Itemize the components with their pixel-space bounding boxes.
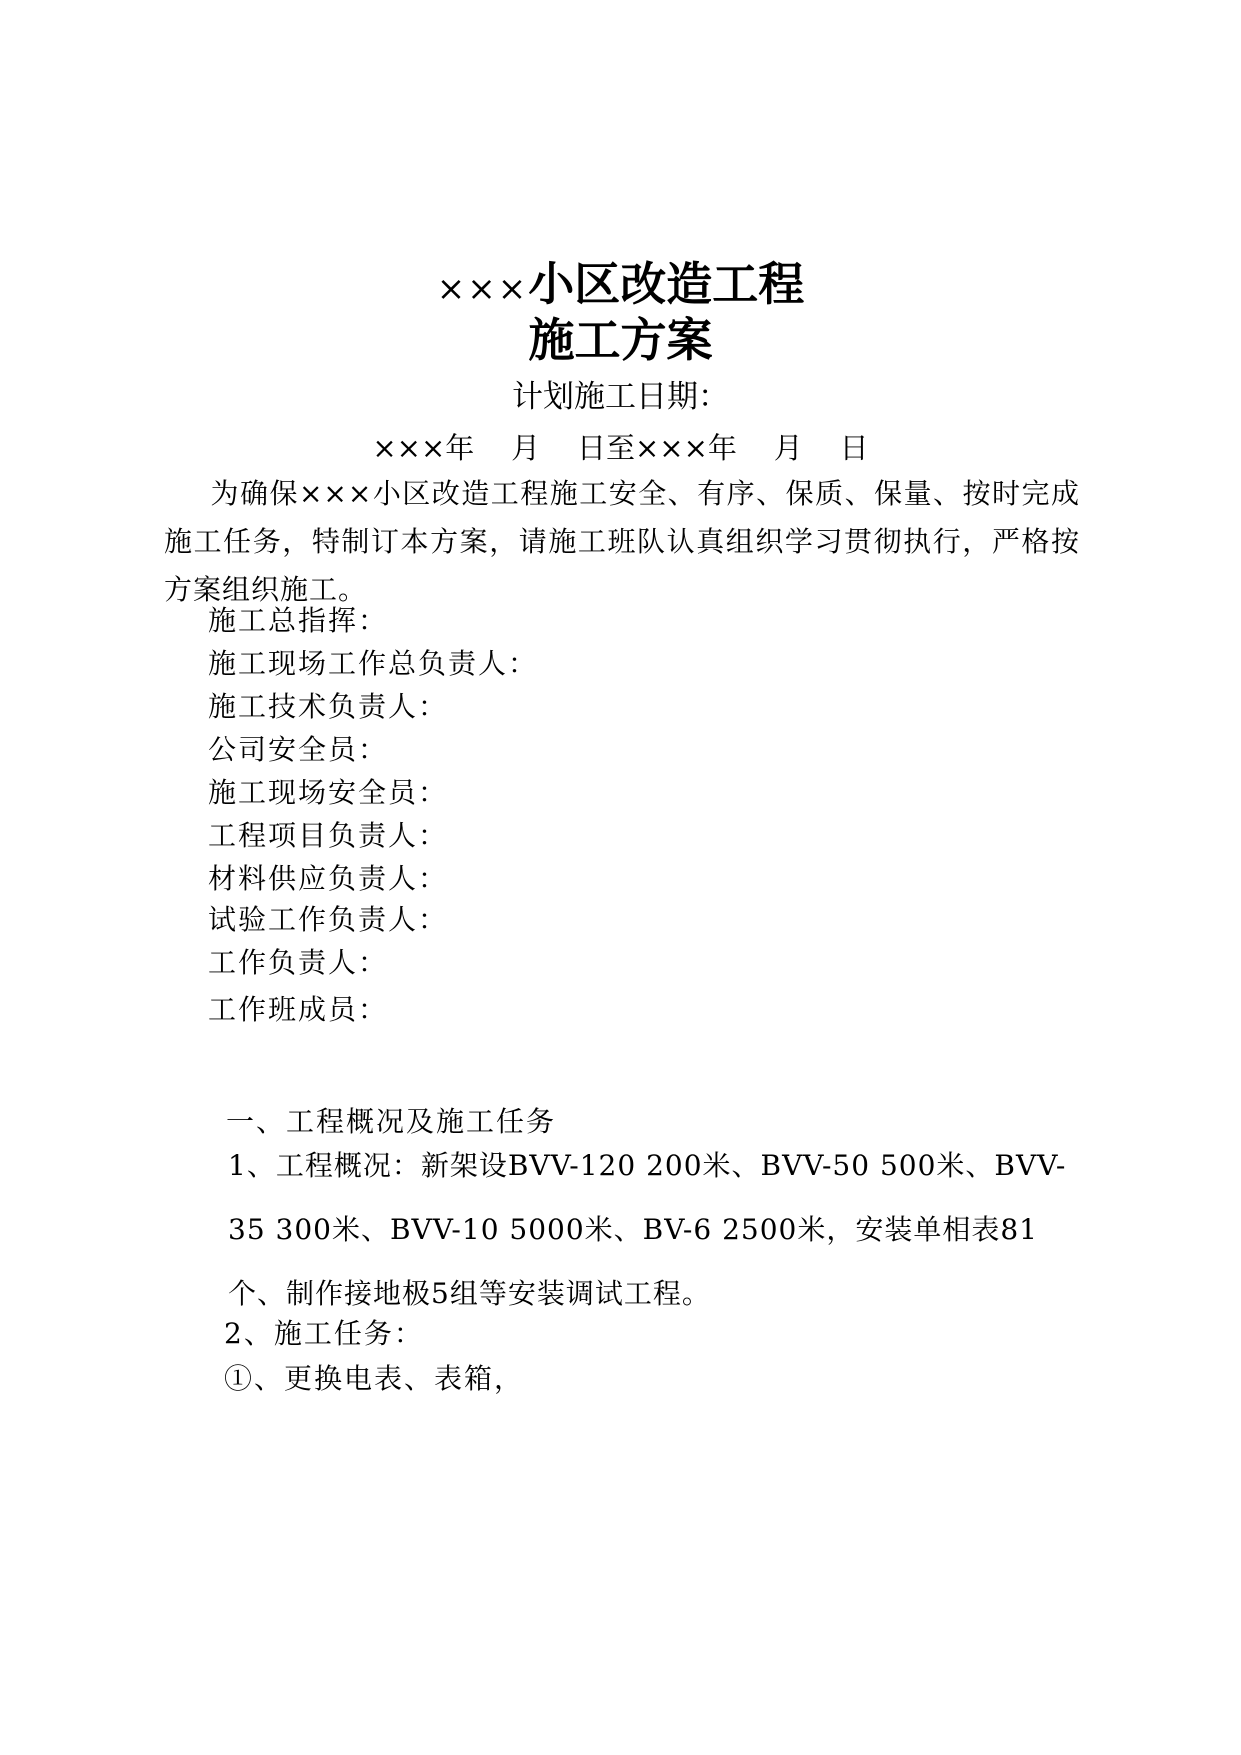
role-site-safety-officer: 施工现场安全员： <box>208 776 449 809</box>
role-company-safety-officer: 公司安全员： <box>208 733 389 766</box>
role-work-lead: 工作负责人： <box>208 946 389 979</box>
role-commander: 施工总指挥： <box>208 604 389 637</box>
tasks-heading: 2、施工任务： <box>224 1317 424 1350</box>
planned-date-label: 计划施工日期： <box>512 379 729 415</box>
intro-text: 为确保×××小区改造工程施工安全、有序、保质、保量、按时完成施工任务，特制订本方案，请施工班队认真组织学习贯彻执行，严格按方案组织施工。 <box>164 477 1080 606</box>
role-materials-lead: 材料供应负责人： <box>208 862 449 895</box>
title-prefix: ××× <box>436 269 529 309</box>
role-testing-lead: 试验工作负责人： <box>208 903 449 936</box>
planned-date-range: ×××年 月 日至×××年 月 日 <box>372 431 869 465</box>
role-technical-lead: 施工技术负责人： <box>208 690 449 723</box>
document-title <box>0 256 1241 317</box>
role-site-chief: 施工现场工作总负责人： <box>208 647 539 680</box>
section-heading-overview: 一、工程概况及施工任务 <box>226 1105 557 1138</box>
role-project-lead: 工程项目负责人： <box>208 819 449 852</box>
intro-paragraph <box>164 470 1080 614</box>
title-main: 小区改造工程 <box>528 257 805 311</box>
project-overview-paragraph: 1、工程概况：新架设BVV-120 200米、BVV-50 500米、BVV-35 300米、BVV-10 5000米、BV-6 2500米，安装单相表81个、制作接地极5组等安装调试工程。 <box>228 1149 1067 1310</box>
role-crew-members: 工作班成员： <box>208 993 389 1026</box>
document-subtitle: 施工方案 <box>528 313 713 367</box>
task-item-1: ①、更换电表、表箱， <box>224 1362 525 1395</box>
